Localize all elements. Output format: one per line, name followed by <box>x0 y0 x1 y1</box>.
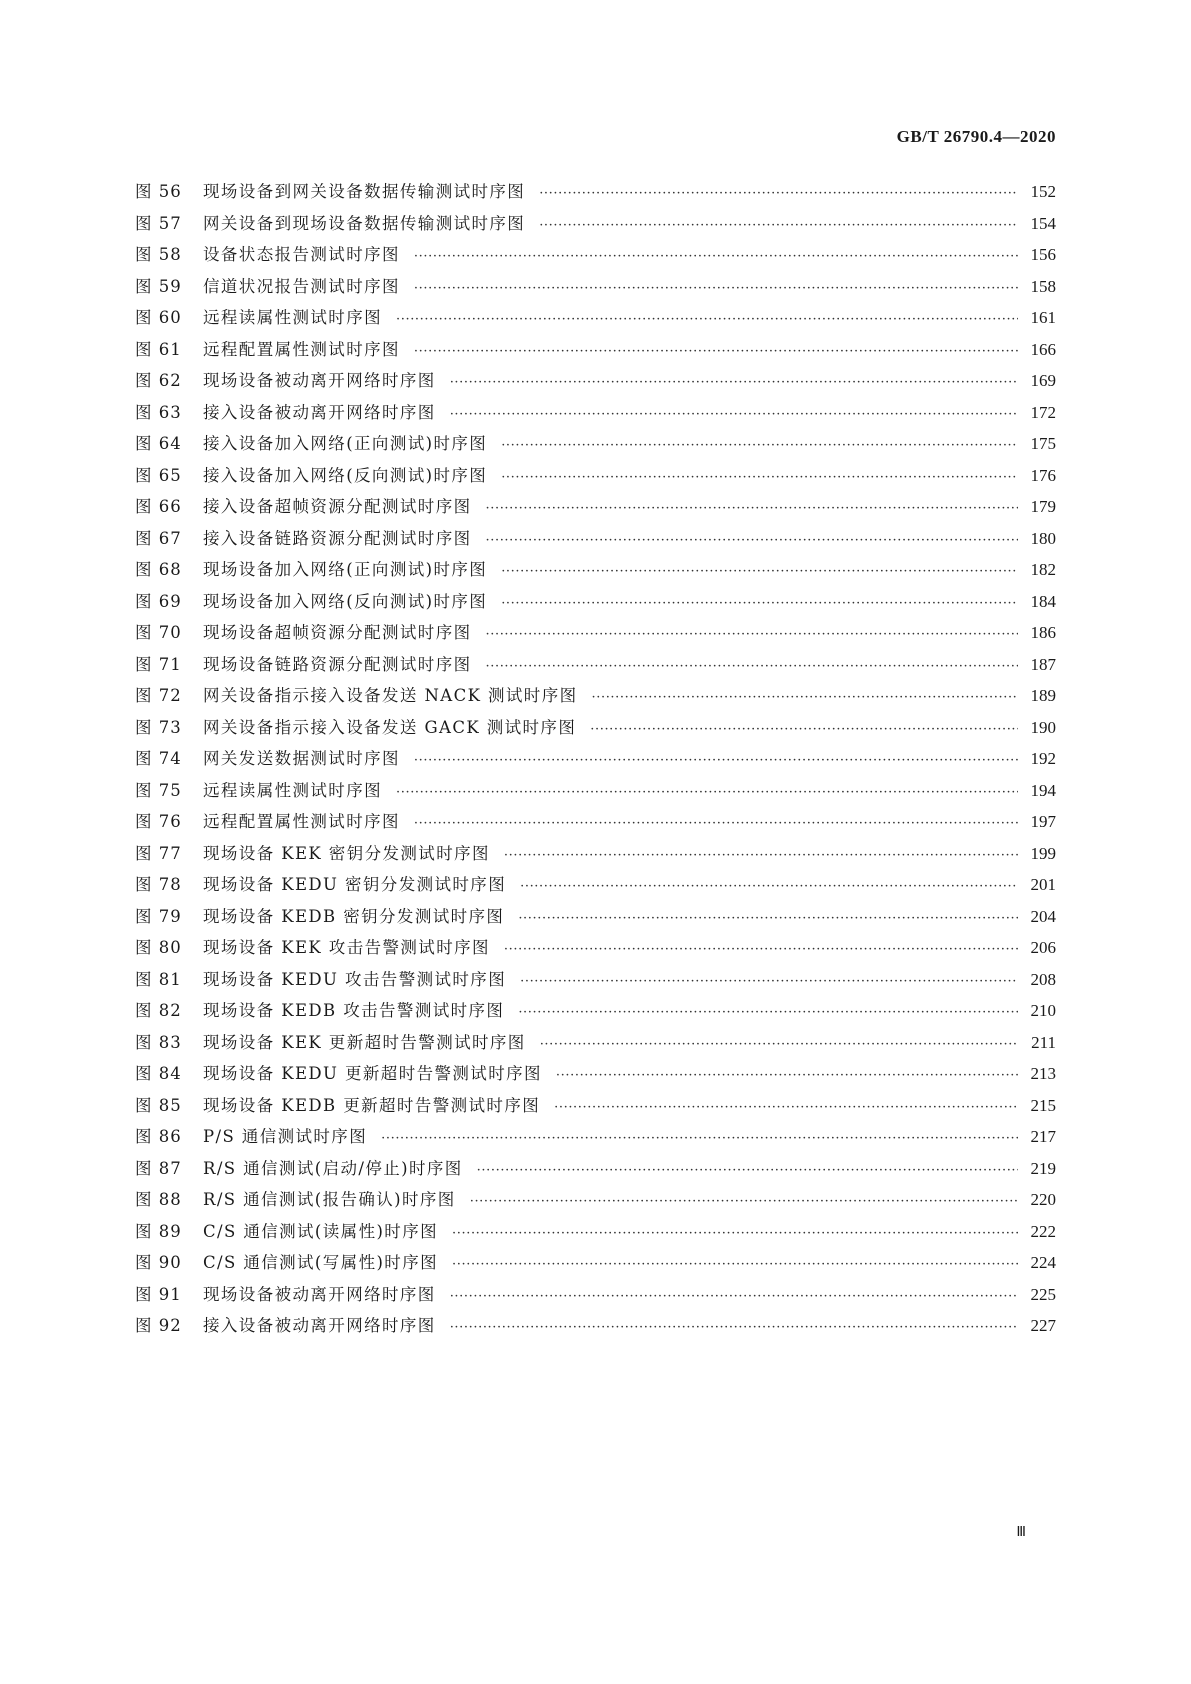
toc-entry[interactable] <box>135 460 1056 492</box>
toc-entry[interactable] <box>135 743 1056 775</box>
figure-title: 接入设备超帧资源分配测试时序图 <box>203 497 472 516</box>
figure-number: 图 88 <box>135 1190 182 1209</box>
figure-number: 图 77 <box>135 843 182 863</box>
standard-number: GB/T 26790.4—2020 <box>896 127 1056 146</box>
page-ref: 208 <box>1030 969 1056 989</box>
figure-number: 图 91 <box>135 1284 182 1304</box>
toc-entry[interactable] <box>135 302 1056 334</box>
page-ref: 189 <box>1030 686 1056 705</box>
figure-title: 现场设备 KEDB 更新超时告警测试时序图 <box>203 1095 541 1115</box>
toc-entry[interactable] <box>135 901 1056 933</box>
dot-leader <box>590 714 1018 746</box>
page-ref: 224 <box>1030 1253 1056 1272</box>
toc-entry[interactable] <box>135 523 1056 555</box>
figure-number: 图 84 <box>135 1064 182 1083</box>
page-number: Ⅲ <box>1016 1525 1026 1540</box>
figure-title: 现场设备 KEK 密钥分发测试时序图 <box>203 843 490 863</box>
dot-leader <box>556 1060 1018 1092</box>
figure-title: 远程读属性测试时序图 <box>203 780 382 800</box>
page-ref: 217 <box>1030 1127 1056 1146</box>
figure-number: 图 65 <box>135 465 182 485</box>
dot-leader <box>470 1186 1018 1218</box>
page-ref: 204 <box>1030 906 1056 926</box>
page-ref: 184 <box>1030 591 1056 611</box>
figure-number: 图 71 <box>135 654 182 674</box>
dot-leader <box>450 399 1018 431</box>
dot-leader <box>592 682 1019 714</box>
figure-number: 图 57 <box>135 213 182 233</box>
figure-number: 图 75 <box>135 780 182 800</box>
dot-leader <box>501 462 1018 494</box>
toc-entry[interactable] <box>135 1090 1056 1122</box>
dot-leader <box>554 1092 1018 1124</box>
figure-number: 图 59 <box>135 276 182 296</box>
figure-number: 图 67 <box>135 528 182 548</box>
dot-leader <box>539 210 1018 242</box>
page-ref: 194 <box>1030 780 1056 800</box>
figure-number: 图 68 <box>135 560 182 579</box>
figure-title: 现场设备 KEK 更新超时告警测试时序图 <box>203 1032 526 1052</box>
dot-leader <box>518 997 1018 1029</box>
toc-entry[interactable] <box>135 586 1056 618</box>
figure-number: 图 63 <box>135 402 182 422</box>
figure-number: 图 66 <box>135 497 182 516</box>
toc-entry[interactable] <box>135 617 1056 649</box>
figure-title: 接入设备加入网络(反向测试)时序图 <box>203 465 488 485</box>
figure-number: 图 82 <box>135 1001 182 1020</box>
toc-entry[interactable] <box>135 869 1056 901</box>
dot-leader <box>501 556 1018 588</box>
figure-title: 接入设备链路资源分配测试时序图 <box>203 528 472 548</box>
figure-number: 图 64 <box>135 434 182 453</box>
figure-title: R/S 通信测试(启动/停止)时序图 <box>203 1158 463 1178</box>
toc-entry[interactable] <box>135 1121 1056 1153</box>
toc-entry[interactable] <box>135 239 1056 271</box>
figure-title: 远程读属性测试时序图 <box>203 308 382 327</box>
figure-number: 图 74 <box>135 749 182 768</box>
toc-entry[interactable] <box>135 806 1056 838</box>
figure-title: 现场设备到网关设备数据传输测试时序图 <box>203 182 526 201</box>
page-ref: 166 <box>1030 339 1056 359</box>
page-ref: 190 <box>1030 717 1056 737</box>
dot-leader <box>452 1218 1018 1250</box>
dot-leader <box>414 241 1018 273</box>
figure-number: 图 92 <box>135 1316 182 1335</box>
figure-title: 设备状态报告测试时序图 <box>203 245 400 264</box>
figure-number: 图 69 <box>135 591 182 611</box>
dot-leader <box>486 619 1019 651</box>
toc-entry[interactable] <box>135 176 1056 208</box>
figure-title: 网关设备指示接入设备发送 NACK 测试时序图 <box>203 686 578 705</box>
toc-entry[interactable] <box>135 365 1056 397</box>
toc-entry[interactable] <box>135 491 1056 523</box>
toc-entry[interactable] <box>135 554 1056 586</box>
figure-title: 现场设备 KEDU 密钥分发测试时序图 <box>203 875 507 894</box>
figure-list <box>135 176 1056 1342</box>
page-ref: 158 <box>1030 276 1056 296</box>
page-ref: 206 <box>1030 938 1056 957</box>
figure-title: 现场设备被动离开网络时序图 <box>203 1284 436 1304</box>
page-ref: 222 <box>1030 1221 1056 1241</box>
dot-leader <box>452 1249 1018 1281</box>
figure-title: 现场设备超帧资源分配测试时序图 <box>203 623 472 642</box>
figure-title: 现场设备加入网络(正向测试)时序图 <box>203 560 488 579</box>
figure-title: 现场设备加入网络(反向测试)时序图 <box>203 591 488 611</box>
figure-title: 信道状况报告测试时序图 <box>203 276 400 296</box>
toc-entry[interactable] <box>135 775 1056 807</box>
page-ref: 219 <box>1030 1158 1056 1178</box>
page-ref: 180 <box>1030 528 1056 548</box>
figure-title: 网关设备指示接入设备发送 GACK 测试时序图 <box>203 717 577 737</box>
figure-number: 图 78 <box>135 875 182 894</box>
page-ref: 210 <box>1030 1001 1056 1020</box>
dot-leader <box>450 1312 1018 1344</box>
figure-title: 接入设备被动离开网络时序图 <box>203 1316 436 1335</box>
dot-leader <box>396 304 1018 336</box>
figure-title: 现场设备 KEDU 攻击告警测试时序图 <box>203 969 507 989</box>
dot-leader <box>477 1155 1018 1187</box>
figure-title: 远程配置属性测试时序图 <box>203 812 400 831</box>
page-ref: 156 <box>1030 245 1056 264</box>
dot-leader <box>396 777 1018 809</box>
page-ref: 172 <box>1030 402 1056 422</box>
page-ref: 227 <box>1030 1316 1056 1335</box>
dot-leader <box>520 966 1018 998</box>
toc-entry[interactable] <box>135 995 1056 1027</box>
page-ref: 179 <box>1030 497 1056 516</box>
figure-title: 网关发送数据测试时序图 <box>203 749 400 768</box>
toc-entry[interactable] <box>135 1216 1056 1248</box>
page-ref: 192 <box>1030 749 1056 768</box>
figure-number: 图 85 <box>135 1095 182 1115</box>
dot-leader <box>501 430 1018 462</box>
figure-title: 现场设备 KEDB 攻击告警测试时序图 <box>203 1001 505 1020</box>
figure-title: R/S 通信测试(报告确认)时序图 <box>203 1190 456 1209</box>
figure-title: P/S 通信测试时序图 <box>203 1127 368 1146</box>
dot-leader <box>381 1123 1018 1155</box>
figure-title: 网关设备到现场设备数据传输测试时序图 <box>203 213 526 233</box>
toc-entry[interactable] <box>135 208 1056 240</box>
figure-title: 接入设备被动离开网络时序图 <box>203 402 436 422</box>
toc-entry[interactable] <box>135 1058 1056 1090</box>
figure-number: 图 86 <box>135 1127 182 1146</box>
figure-title: 现场设备链路资源分配测试时序图 <box>203 654 472 674</box>
figure-title: 现场设备被动离开网络时序图 <box>203 371 436 390</box>
figure-number: 图 72 <box>135 686 182 705</box>
dot-leader <box>486 525 1019 557</box>
figure-number: 图 81 <box>135 969 182 989</box>
page-ref: 220 <box>1030 1190 1056 1209</box>
figure-number: 图 83 <box>135 1032 182 1052</box>
figure-number: 图 58 <box>135 245 182 264</box>
dot-leader <box>414 808 1018 840</box>
toc-entry[interactable] <box>135 271 1056 303</box>
figure-number: 图 60 <box>135 308 182 327</box>
page-ref: 154 <box>1030 213 1056 233</box>
figure-number: 图 62 <box>135 371 182 390</box>
dot-leader <box>414 336 1018 368</box>
figure-number: 图 89 <box>135 1221 182 1241</box>
figure-title: 现场设备 KEDB 密钥分发测试时序图 <box>203 906 505 926</box>
toc-entry[interactable] <box>135 649 1056 681</box>
toc-entry[interactable] <box>135 932 1056 964</box>
page-ref: 161 <box>1030 308 1056 327</box>
page-ref: 213 <box>1030 1064 1056 1083</box>
toc-entry[interactable] <box>135 1279 1056 1311</box>
page-ref: 199 <box>1030 843 1056 863</box>
figure-number: 图 61 <box>135 339 182 359</box>
toc-entry[interactable] <box>135 1247 1056 1279</box>
dot-leader <box>518 903 1018 935</box>
toc-entry[interactable] <box>135 712 1056 744</box>
page-ref: 152 <box>1030 182 1056 201</box>
figure-title: 接入设备加入网络(正向测试)时序图 <box>203 434 488 453</box>
dot-leader <box>520 871 1018 903</box>
figure-number: 图 87 <box>135 1158 182 1178</box>
figure-number: 图 79 <box>135 906 182 926</box>
page-ref: 169 <box>1030 371 1056 390</box>
dot-leader <box>540 1029 1018 1061</box>
dot-leader <box>501 588 1018 620</box>
toc-entry[interactable] <box>135 964 1056 996</box>
dot-leader <box>504 934 1018 966</box>
figure-number: 图 90 <box>135 1253 182 1272</box>
dot-leader <box>504 840 1018 872</box>
page-ref: 175 <box>1030 434 1056 453</box>
toc-entry[interactable] <box>135 680 1056 712</box>
toc-entry[interactable] <box>135 397 1056 429</box>
page-ref: 176 <box>1030 465 1056 485</box>
figure-title: 现场设备 KEK 攻击告警测试时序图 <box>203 938 490 957</box>
figure-title: 现场设备 KEDU 更新超时告警测试时序图 <box>203 1064 542 1083</box>
toc-entry[interactable] <box>135 1027 1056 1059</box>
dot-leader <box>539 178 1018 210</box>
figure-title: C/S 通信测试(写属性)时序图 <box>203 1253 439 1272</box>
page-ref: 201 <box>1030 875 1056 894</box>
dot-leader <box>414 273 1018 305</box>
page-ref: 197 <box>1030 812 1056 831</box>
page-ref: 215 <box>1030 1095 1056 1115</box>
dot-leader <box>486 651 1019 683</box>
toc-entry[interactable] <box>135 838 1056 870</box>
dot-leader <box>414 745 1018 777</box>
toc-entry[interactable] <box>135 1310 1056 1342</box>
page-ref: 225 <box>1030 1284 1056 1304</box>
page-ref: 211 <box>1031 1032 1056 1052</box>
page-ref: 187 <box>1030 654 1056 674</box>
dot-leader <box>486 493 1019 525</box>
figure-number: 图 70 <box>135 623 182 642</box>
figure-number: 图 80 <box>135 938 182 957</box>
toc-entry[interactable] <box>135 1153 1056 1185</box>
figure-number: 图 56 <box>135 182 182 201</box>
figure-number: 图 73 <box>135 717 182 737</box>
figure-title: 远程配置属性测试时序图 <box>203 339 400 359</box>
figure-title: C/S 通信测试(读属性)时序图 <box>203 1221 439 1241</box>
figure-number: 图 76 <box>135 812 182 831</box>
page-ref: 186 <box>1030 623 1056 642</box>
page-ref: 182 <box>1030 560 1056 579</box>
dot-leader <box>450 367 1018 399</box>
toc-entry[interactable] <box>135 1184 1056 1216</box>
toc-entry[interactable] <box>135 428 1056 460</box>
dot-leader <box>450 1281 1018 1313</box>
toc-entry[interactable] <box>135 334 1056 366</box>
